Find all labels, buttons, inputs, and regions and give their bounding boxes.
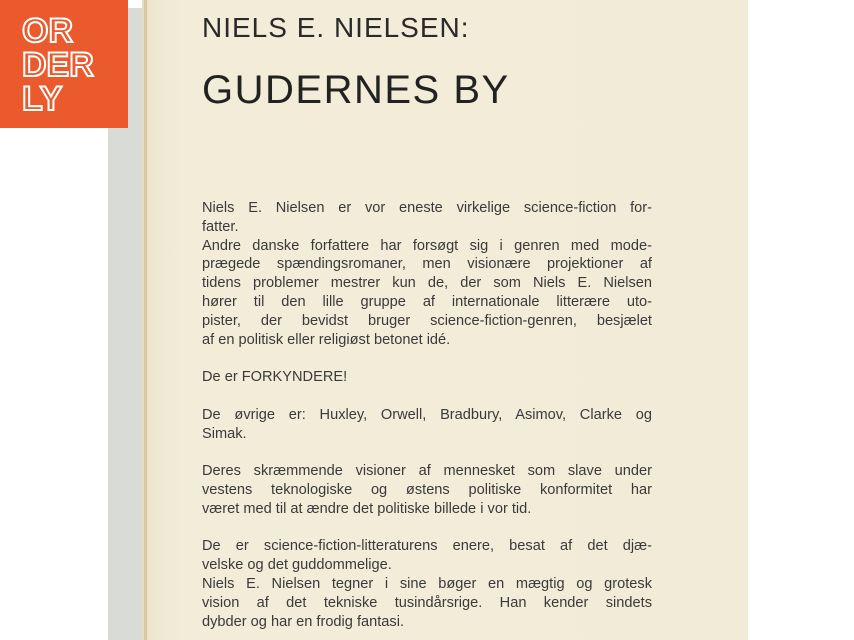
blurb-text [202,199,652,631]
paragraph-gap [202,387,652,406]
orderly-logo [0,0,128,128]
blurb-line: tidens problemer mestrer kun de, der som Niels E. Nielsen [202,275,652,292]
blurb-line: fatter. [202,218,239,235]
blurb-line: vestens teknologiske og østens politiske konformitet har [202,481,652,498]
logo-wordmark-icon [20,12,110,116]
paragraph-gap [202,443,652,462]
blurb-line: De er science-fiction-litteraturens enere, besat af det djæ- [202,538,652,555]
blurb-line: De er FORKYNDERE! [202,369,348,386]
paragraph-gap [202,349,652,368]
blurb-line: Simak. [202,425,247,442]
logo-line: LY [22,80,63,116]
author-heading: NIELS E. NIELSEN: [202,12,470,43]
blurb-line: af en politisk eller religiøst betonet idé. [202,331,451,348]
book-title: GUDERNES BY [202,68,510,112]
blurb-line: velske og det guddommelige. [202,557,392,574]
blurb-line: pister, der bevidst bruger science-fiction-genren, besjælet [202,312,652,329]
blurb-line: været med til at ændre det politiske billede i vor tid. [202,500,532,517]
blurb-line: prægede spændingsromaner, men visionære projektioner af [202,256,652,273]
blurb-line: hører til den lille gruppe af internationale litterære uto- [202,293,652,310]
blurb-line: dybder og har en frodig fantasi. [202,613,405,630]
blurb-line: Niels E. Nielsen tegner i sine bøger en mægtig og grotesk [202,575,652,592]
paragraph-gap [202,519,652,538]
blurb-line: Deres skræmmende visioner af mennesket som slave under [202,463,652,480]
logo-line: DER [22,46,94,84]
blurb-line: De øvrige er: Huxley, Orwell, Bradbury, Asimov, Clarke og [202,406,652,423]
blurb-line: vision af det tekniske tusindårsrige. Han kender sindets [202,594,652,611]
logo-line: OR [22,12,73,50]
blurb-line: Niels E. Nielsen er vor eneste virkelige science-fiction for- [202,200,652,216]
blurb-line: Andre danske forfattere har forsøgt sig i genren med mode- [202,237,652,254]
